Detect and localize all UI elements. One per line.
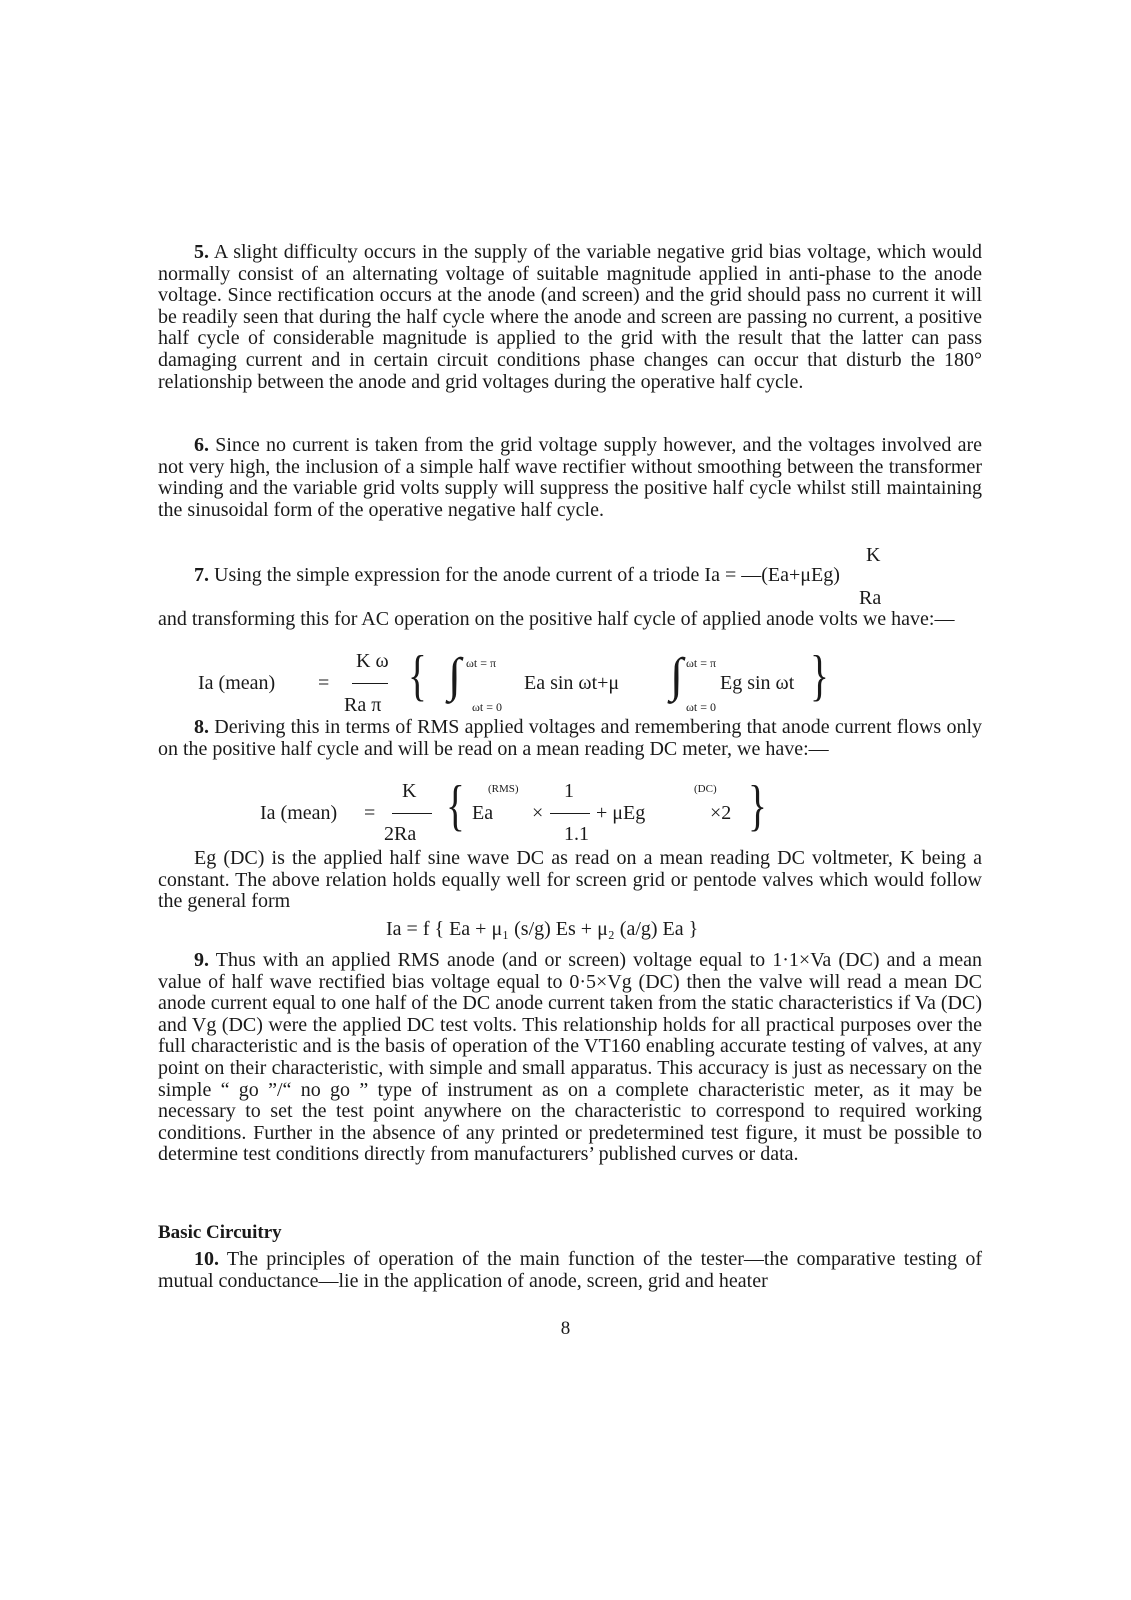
- paragraph-7-continued: and transforming this for AC operation on the positive half cycle of applied anode volts we have:—: [158, 608, 955, 630]
- paragraph-number: 10.: [194, 1248, 219, 1270]
- eq1-denominator: Ra π: [344, 694, 382, 716]
- eq2-one: 1: [564, 780, 574, 802]
- eq2-one-point-one: 1.1: [564, 823, 589, 845]
- eq1-integral-1: ∫: [448, 649, 462, 702]
- eq1-lhs: Ia (mean): [198, 672, 276, 694]
- eq2-lhs: Ia (mean): [260, 802, 338, 824]
- eq2-fraction-bar-2: [550, 813, 590, 814]
- paragraph-8: [158, 717, 982, 760]
- paragraph-6: [158, 435, 982, 521]
- paragraph-number: 9.: [194, 949, 209, 971]
- paragraph-number: 6.: [194, 434, 209, 456]
- equation-3: Ia = f { Ea + μ₁ (s/g) Es + μ₂ (a/g) Ea }: [386, 918, 699, 940]
- eq2-left-brace: {: [446, 775, 465, 837]
- eq2-ea: Ea: [472, 802, 494, 824]
- paragraph-9: [158, 950, 982, 1166]
- eq2-plus-mu-eg: + μEg: [596, 802, 646, 824]
- eq2-numerator: K: [402, 780, 417, 802]
- paragraph-number: 7.: [194, 564, 209, 586]
- eq1-fraction-bar: [352, 683, 388, 684]
- paragraph-8-continued: [158, 848, 982, 913]
- paragraph-text: Eg (DC) is the applied half sine wave DC as read on a mean reading DC voltmeter, K being a constant. The above relation holds equally well for screen grid or pentode valves which would follow the general form: [158, 847, 982, 913]
- paragraph-text: Using the simple expression for the anode current of a triode Ia = —(Ea+μEg): [209, 564, 840, 586]
- eq2-denominator: 2Ra: [384, 823, 417, 845]
- paragraph-text: The principles of operation of the main function of the tester—the comparative testing of mutual conductance—lie in the application of anode, screen, grid and heater: [158, 1248, 982, 1292]
- eq2-dc-label: (DC): [694, 783, 717, 795]
- eq1-integral-2: ∫: [670, 649, 684, 702]
- section-heading: Basic Circuitry: [158, 1222, 282, 1243]
- eq2-times-two: ×2: [710, 802, 732, 824]
- page-number: 8: [560, 1318, 571, 1339]
- paragraph-number: 5.: [194, 241, 209, 263]
- eq1-right-brace: }: [810, 645, 829, 707]
- paragraph-text: A slight difficulty occurs in the supply of the variable negative grid bias voltage, which would normally consist of an alternating voltage of suitable magnitude applied in anti-phase to the anode voltage. Since rectification occurs at the anode (and screen) and the grid should pass no current it will be readily seen that during the half cycle where the anode and screen are passing no current, a positive half cycle of considerable magnitude is applied to the grid with the result that the latter can pass damaging current and in certain circuit conditions phase changes can occur that disturb the 180° relationship between the anode and grid voltages during the operative half cycle.: [158, 241, 982, 393]
- paragraph-5: [158, 242, 982, 393]
- paragraph-10: [158, 1249, 982, 1292]
- eq1-term-1: Ea sin ωt+μ: [524, 672, 620, 694]
- paragraph-number: 8.: [194, 716, 209, 738]
- paragraph-text: Since no current is taken from the grid voltage supply however, and the voltages involved are not very high, the inclusion of a simple half wave rectifier without smoothing between the transformer winding and the variable grid volts supply will suppress the positive half cycle whilst still maintaining the sinusoidal form of the operative negative half cycle.: [158, 434, 982, 521]
- fraction-numerator: K: [866, 544, 881, 566]
- eq1-lower-limit-2: ωt = 0: [686, 700, 716, 714]
- eq2-times: ×: [532, 802, 544, 824]
- eq2-fraction-bar: [392, 813, 432, 814]
- eq2-equals: =: [364, 802, 376, 824]
- fraction-denominator: Ra: [859, 587, 882, 609]
- eq2-rms-label: (RMS): [488, 783, 519, 795]
- eq1-lower-limit-1: ωt = 0: [472, 700, 502, 714]
- eq1-upper-limit-1: ωt = π: [466, 656, 497, 670]
- eq1-left-brace: {: [408, 645, 427, 707]
- eq1-upper-limit-2: ωt = π: [686, 656, 717, 670]
- eq2-right-brace: }: [748, 775, 767, 837]
- eq1-equals: =: [318, 672, 330, 694]
- eq1-numerator: K ω: [356, 650, 389, 672]
- paragraph-text: Deriving this in terms of RMS applied voltages and remembering that anode current flows only on the positive half cycle and will be read on a mean reading DC meter, we have:—: [158, 716, 982, 760]
- paragraph-text: Thus with an applied RMS anode (and or screen) voltage equal to 1·1×Va (DC) and a mean value of half wave rectified bias voltage equal to 0·5×Vg (DC) then the valve will read a mean DC anode current equal to one half of the DC anode current taken from the static characteristics if Va (DC) and Vg (DC) were the applied DC test volts. This relationship holds for all practical purposes over the full characteristic and is the basis of operation of the VT160 enabling accurate testing of valves, at any point on their characteristic, with simple and small apparatus. This accuracy is just as necessary on the simple “ go ”/“ no go ” type of instrument as on a complete characteristic meter, as it may be necessary to set the test point anywhere on the characteristic to correspond to required working conditions. Further in the absence of any printed or predetermined test figure, it must be possible to determine test conditions directly from manufacturers’ published curves or data.: [158, 949, 982, 1166]
- eq1-term-2: Eg sin ωt: [720, 672, 795, 694]
- paragraph-7: [158, 565, 982, 587]
